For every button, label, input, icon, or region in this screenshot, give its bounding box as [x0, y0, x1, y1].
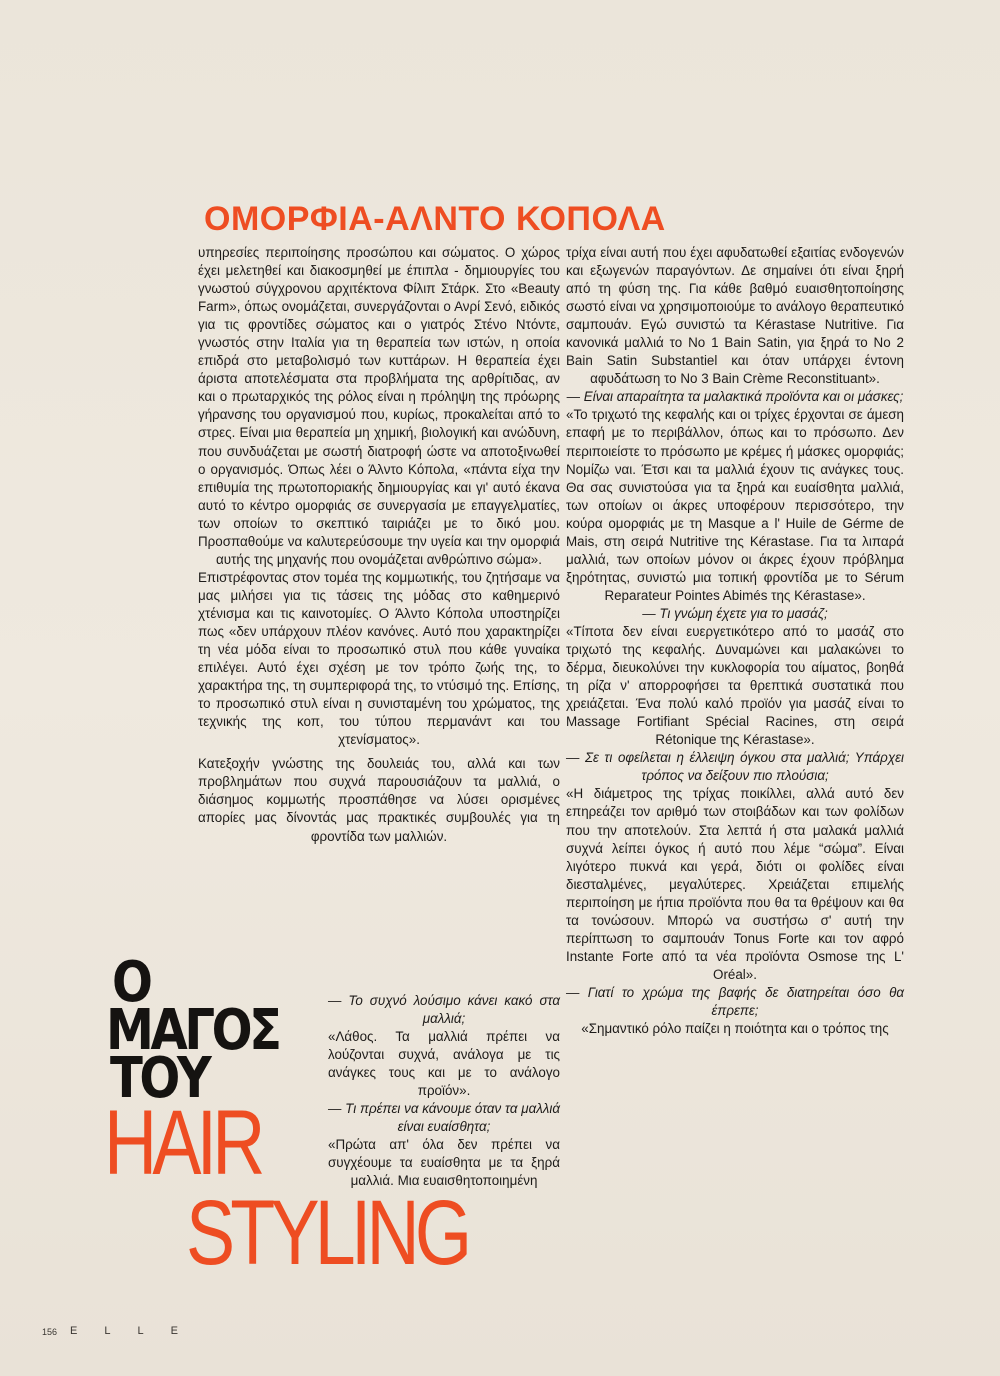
answer-1: «Λάθος. Τα μαλλιά πρέπει να λούζονται συχνά, ανάλογα με τις ανάγκες τους και με το ανάλογο προϊόν».: [328, 1029, 560, 1099]
question-5: — Σε τι οφείλεται η έλλειψη όγκου στα μαλλιά; Υπάρχει τρόπος να δείξουν πιο πλούσια;: [566, 750, 904, 784]
left-column: [198, 244, 560, 846]
magazine-name: ELLE: [70, 1325, 205, 1337]
left-paragraph-2: Επιστρέφοντας στον τομέα της κομμωτικής, του ζητήσαμε να μας μιλήσει για τις τάσεις της μόδας στο καθημερινό χτένισμα και τις καινοτομίες. Ο Άλντο Κόπολα υποστηρίζει πως «δεν υπάρχουν πλέον κανόνες. Αυτό που χαρακτηρίζει τη νέα μόδα είναι το προσωπικό στυλ που κάθε γυναίκα επιλέγει. Αυτό έχει σχέση με τον τρόπο ζωής της, το χαρακτήρα της, τη συμπεριφορά της, το ντύσιμό της. Επίσης, το προσωπικό στυλ είναι η συνισταμένη του χρώματος, της τεχνικής της κοπ, του τύπου περμανάντ και του χτενίσματος».: [198, 569, 560, 748]
headline-line-1: Ο: [112, 950, 150, 1015]
question-4: — Τι γνώμη έχετε για το μασάζ;: [642, 605, 828, 621]
left-paragraph-1: υπηρεσίες περιποίησης προσώπου και σώματος. Ο χώρος έχει μελετηθεί και διακοσμηθεί με έπιπλα - δημιουργίες του γνωστού σύγχρονου αρχιτέκτονα Φίλιπ Στάρκ. Στο «Beauty Farm», όπως ονομάζεται, συνεργάζονται ο Ανρί Σενό, ειδικός για τις φροντίδες σώματος και ο γιατρός Στένο Ντόντε, γνωστός στην Ιταλία για τη θεραπεία των ιστών, η οποία επιδρά στο μεταβολισμό των κυττάρων. Η θεραπεία έχει άριστα αποτελέσματα στα προβλήματα της αρθρίτιδας, αν και ο πρωταρχικός της ρόλος είναι η πρόληψη της πρόωρης γήρανσης του οργανισμού που, κυρίως, προκαλείται από το στρες. Είναι μια θεραπεία μη χημική, βιολογική και ανώδυνη, που συνδυάζεται με σωστή διατροφή ώστε να αποτοξινωθεί ο οργανισμός. Όπως λέει ο Άλντο Κόπολα, «πάντα είχα την επιθυμία της πρωτοποριακής δημιουργίας και γι' αυτό έκανα αυτό το κέντρο ομορφιάς σε συνεργασία με επαγγελματίες, των οποίων το σκεπτικό ταιριάζει με το δικό μου. Προσπαθούμε να καλυτερεύσουμε την υγεία και την ομορφιά αυτής της μηχανής που ονομάζεται ανθρώπινο σώμα».: [198, 245, 560, 567]
page-number: 156: [42, 1327, 58, 1337]
question-1: — Το συχνό λούσιμο κάνει κακό στα μαλλιά;: [328, 993, 560, 1027]
question-3: — Είναι απαραίτητα τα μαλακτικά προϊόντα και οι μάσκες;: [566, 389, 904, 405]
answer-4: «Τίποτα δεν είναι ευεργετικότερο από το μασάζ στο τριχωτό της κεφαλής. Δυναμώνει και μαλακώνει το δέρμα, διευκολύνει την κυκλοφορία του αίματος, βοηθά τη ρίζα ν' απορροφήσει τα θρεπτικά συστατικά που χρειάζεται. Ένα πολύ καλό προϊόν για μασάζ είναι το Massage Fortifiant Spécial Racines, στη σειρά Rétonique της Kérastase».: [566, 623, 904, 748]
answer-6: «Σημαντικό ρόλο παίζει η ποιότητα και ο τρόπος της: [581, 1021, 889, 1037]
answer-5: «Η διάμετρος της τρίχας ποικίλλει, αλλά αυτό δεν επηρεάζει τον αριθμό των στοιβάδων και των φολίδων που την αποτελούν. Στα λεπτά ή στα μαλακά μαλλιά συχνά λείπει όγκος ή αυτό που λέμε “σώμα”. Είναι λιγότερο πυκνά και γερά, διότι οι φολίδες είναι διεσταλμένες, μεγαλύτερες. Χρειάζεται επιμελής περιποίηση με ήπια προϊόντα που θα τα θρέψουν και θα τα τονώσουν. Μπορώ να συστήσω σ' αυτή την περίπτωση το σαμπουάν Tonus Forte και τον αφρό Instante Forte από τα νέα προϊόντα Osmose της L' Oréal».: [566, 786, 904, 982]
headline-line-2: ΜΑΓΟΣ: [106, 998, 279, 1063]
right-column: [566, 244, 904, 1038]
answer-3: «Το τριχωτό της κεφαλής και οι τρίχες έρχονται σε άμεση επαφή με το περιβάλλον, όπως και το πρόσωπο. Δεν περιποιείστε το πρόσωπο με κρέμες ή μάσκες ομορφιάς; Νομίζω ναι. Έτσι και τα μαλλιά έχουν τις ανάγκες τους. Θα σας συνιστούσα για τα ξηρά και ευαίσθητα μαλλιά, των οποίων οι άκρες υποφέρουν περισσότερο, την κούρα ομορφιάς με τη Masque a l' Huile de Gérme de Mais, στη σειρά Nutritive της Kérastase. Για τα λιπαρά μαλλιά, των οποίων μόνον οι άκρες έχουν πρόβλημα ξηρότητας, συνιστώ μια τοπική φροντίδα με το Sérum Reparateur Pointes Abimés της Kérastase».: [566, 407, 904, 603]
answer-2-continued: τρίχα είναι αυτή που έχει αφυδατωθεί εξαιτίας ενδογενών και εξωγενών παραγόντων. Δε σημαίνει ότι είναι ξηρή από τη φύση της. Για κάθε βαθμό ευαισθητοποίησης σωστό είναι να χρησιμοποιούμε το ανάλογο θεραπευτικό σαμπουάν. Εγώ συνιστώ τα Kérastase Nutritive. Για κανονικά μαλλιά το No 1 Bain Satin, για ξηρά το No 2 Bain Satin Substantiel και όταν υπάρχει έντονη αφυδάτωση το No 3 Bain Crème Reconstituant».: [566, 245, 904, 387]
headline-line-5: STYLING: [186, 1182, 468, 1284]
headline-line-3: ΤΟΥ: [110, 1046, 209, 1111]
answer-2: «Πρώτα απ' όλα δεν πρέπει να συγχέουμε τα ευαίσθητα με τα ξηρά μαλλιά. Μια ευαισθητοποιημένη: [328, 1137, 560, 1189]
sub-column: [328, 992, 560, 1191]
section-title: ΟΜΟΡΦΙΑ-ΑΛΝΤΟ ΚΟΠΟΛΑ: [204, 200, 666, 238]
headline-line-4: HAIR: [104, 1092, 261, 1194]
question-2: — Τι πρέπει να κάνουμε όταν τα μαλλιά είναι ευαίσθητα;: [328, 1101, 560, 1135]
left-paragraph-3: Κατεξοχήν γνώστης της δουλειάς του, αλλά και των προβλημάτων που συχνά παρουσιάζουν τα μαλλιά, ο διάσημος κομμωτής προσπάθησε να λύσει ορισμένες απορίες μας δίνοντάς μας πρακτικές συμβουλές για τη φροντίδα των μαλλιών.: [198, 756, 560, 844]
question-6: — Γιατί το χρώμα της βαφής δε διατηρείται όσο θα έπρεπε;: [566, 984, 904, 1018]
